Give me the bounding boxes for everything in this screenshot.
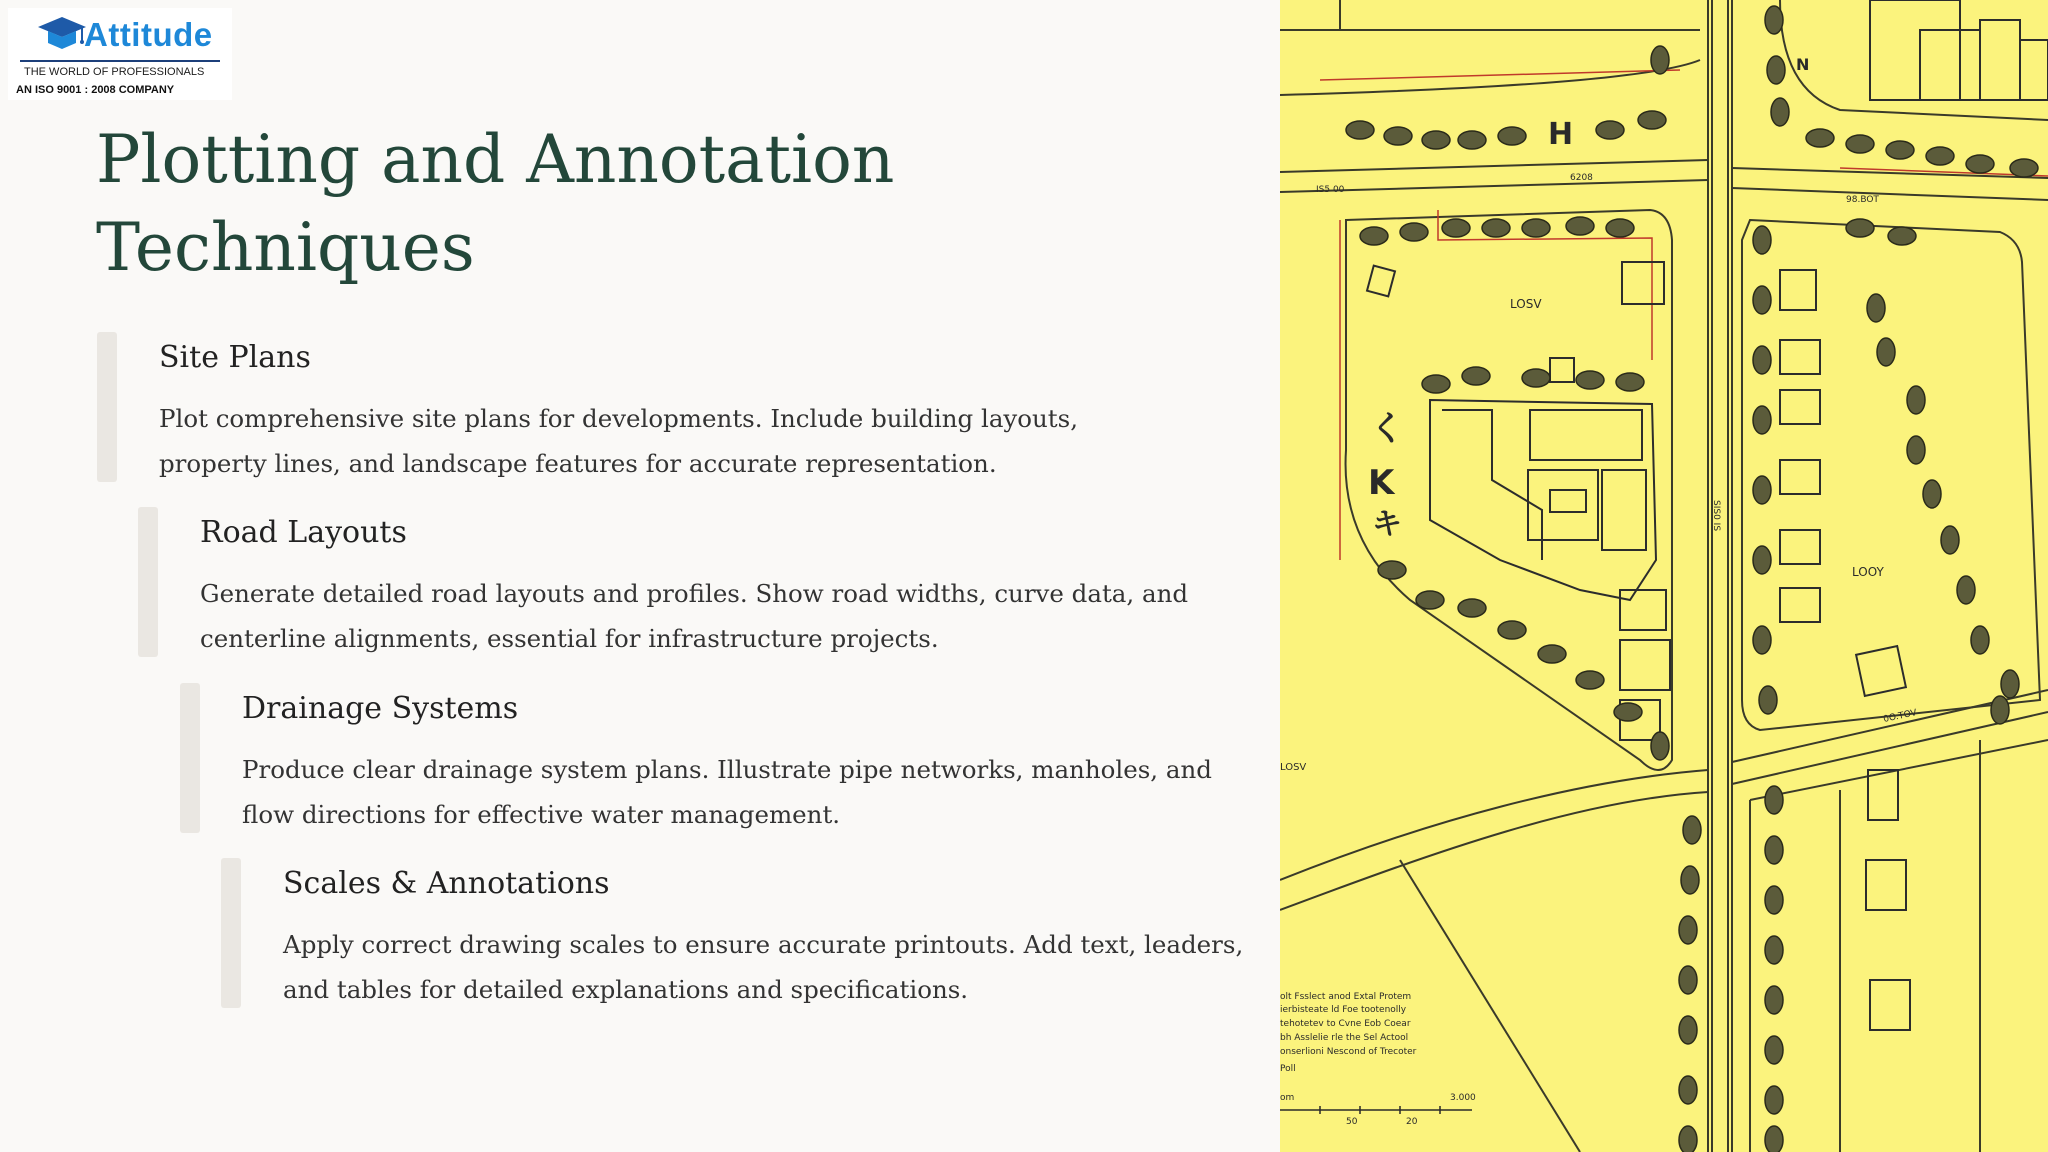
legend-line: bh Asslelie rle the Sel Actool (1280, 1033, 1409, 1043)
page-title: Plotting and Annotation Techniques (96, 121, 895, 286)
map-glyph: キ (1372, 507, 1402, 542)
accent-bar (180, 683, 200, 833)
road-label: IS5 00 (1316, 185, 1345, 195)
legend-line: onserlioni Nescond of Trecoter (1280, 1047, 1417, 1057)
lot-label: LOSV (1280, 762, 1307, 773)
road-label: 6208 (1570, 173, 1593, 183)
accent-bar (221, 858, 241, 1008)
road-label: 98.BOT (1846, 195, 1879, 205)
north-arrow-label: N (1796, 55, 1810, 74)
legend-line: Poll (1280, 1064, 1296, 1074)
legend-line: olt Fsslect anod Extal Protem (1280, 992, 1412, 1002)
logo-divider (20, 60, 220, 62)
site-plan-image (1280, 0, 2048, 1152)
item-heading: Drainage Systems (242, 691, 519, 726)
logo-tagline: THE WORLD OF PROFESSIONALS (24, 66, 205, 78)
logo-brand (36, 14, 213, 56)
road-label: SIS0 IS (1711, 500, 1721, 532)
item-body: Generate detailed road layouts and profiles. Show road widths, curve data, and centerline alignments, essential for infrastructure projects. (200, 579, 1189, 653)
scale-label: 3.000 (1450, 1093, 1476, 1103)
road-label: 0O.TOV (1882, 708, 1918, 725)
item-body: Apply correct drawing scales to ensure accurate printouts. Add text, leaders, and tables for detailed explanations and specifications. (283, 930, 1244, 1004)
accent-bar (97, 332, 117, 482)
graduation-cap-icon (36, 15, 88, 55)
accent-bar (138, 507, 158, 657)
legend-line: tehotetev to Cvne Eob Coear (1280, 1019, 1411, 1029)
item-body: Produce clear drainage system plans. Illustrate pipe networks, manholes, and flow directions for effective water management. (242, 755, 1212, 829)
item-heading: Road Layouts (200, 515, 407, 550)
map-glyph: K (1368, 463, 1395, 503)
legend-line: ierbisteate ld Foe tootenolly (1280, 1005, 1407, 1015)
logo-certification: AN ISO 9001 : 2008 COMPANY (16, 84, 175, 96)
site-plan-drawing (1280, 0, 2048, 1152)
logo-brand-name: Attitude (84, 16, 213, 53)
scale-label: 20 (1406, 1117, 1418, 1127)
scale-label: 50 (1346, 1117, 1358, 1127)
item-heading: Scales & Annotations (283, 866, 610, 901)
item-heading: Site Plans (159, 340, 311, 375)
lot-label: LOOY (1852, 565, 1884, 579)
lot-label: LOSV (1510, 297, 1542, 311)
company-logo (8, 8, 232, 100)
map-glyph: H (1548, 117, 1574, 152)
map-glyph: く (1370, 409, 1404, 449)
item-body: Plot comprehensive site plans for developments. Include building layouts, property lines, and landscape features for accurate representation. (159, 404, 1079, 478)
scale-label: om (1280, 1093, 1295, 1103)
